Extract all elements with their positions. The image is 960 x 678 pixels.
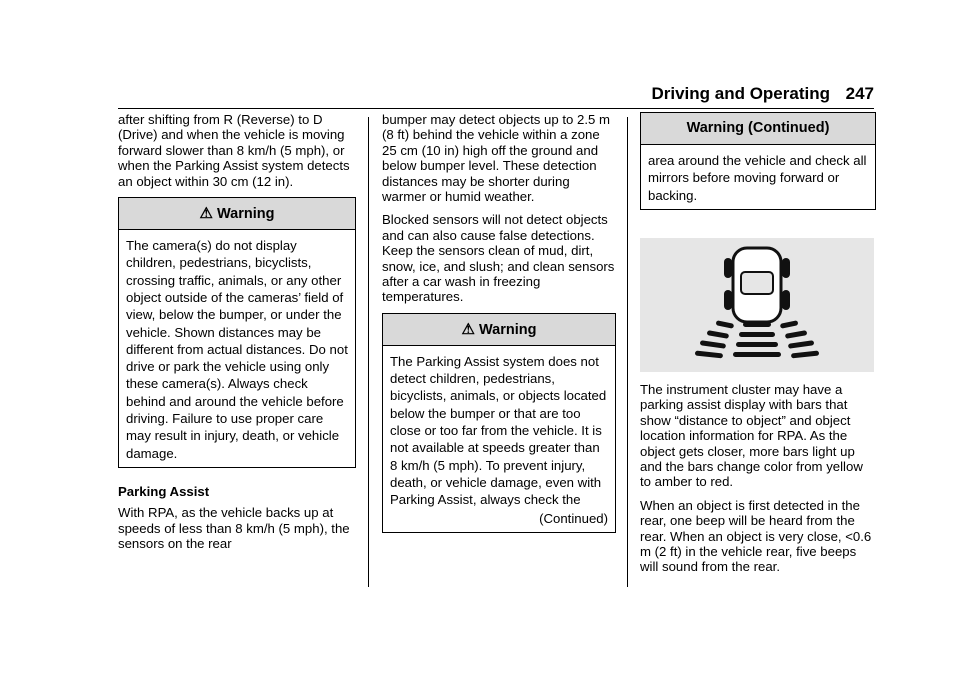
- page-number: 247: [845, 84, 874, 103]
- warning-title: Warning: [216, 206, 275, 223]
- warning-body: area around the vehicle and check all mirrors before moving forward or backing.: [648, 153, 867, 203]
- warning-triangle-icon: ⚠: [461, 320, 475, 338]
- parking-assist-heading: Parking Assist: [118, 483, 210, 499]
- warning-header: [119, 198, 355, 230]
- parking-assist-warning-box: [382, 313, 616, 533]
- continued-label: (Continued): [539, 510, 608, 526]
- intro-paragraph: after shifting from R (Reverse) to D (Drive) and when the vehicle is moving forward slower than 8 km/h (5 mph), or when the Parking Assist system detects an object within 30 cm (12 in).: [118, 112, 350, 189]
- rpa-paragraph: With RPA, as the vehicle backs up at speeds of less than 8 km/h (5 mph), the sensors on the rear: [118, 505, 350, 552]
- column-3: [640, 112, 876, 583]
- cluster-display-paragraph: The instrument cluster may have a parking assist display with bars that show “distance to object” and object location information for RPA. As the object gets closer, more bars light up and the bars change color from yellow to amber to red.: [640, 381, 863, 490]
- header-rule: [118, 108, 874, 109]
- warning-header: [383, 314, 615, 346]
- warning-title: Warning: [478, 321, 537, 338]
- warning-header: Warning (Continued): [641, 113, 875, 145]
- warning-continued-box: [640, 112, 876, 210]
- beep-paragraph: When an object is first detected in the rear, one beep will be heard from the rear. When an object is very close, <0.6 m (2 ft) in the vehicle rear, five beeps will sound from the rear.: [640, 497, 872, 575]
- parking-assist-car-icon: [640, 238, 874, 372]
- column-1: [118, 112, 356, 560]
- page-header: [0, 80, 960, 110]
- column-2: [382, 112, 616, 549]
- parking-assist-display-figure: [640, 238, 874, 372]
- warning-body: The camera(s) do not display children, pedestrians, bicyclists, crossing traffic, animals, or any other object outside of the cameras’ field of view, below the bumper, or under the vehicle. Shown distances may be different from actual distances. Do not drive or park the vehicle using only these camera(s). Always check behind and around the vehicle before driving. Failure to use proper care may result in injury, death, or vehicle damage.: [126, 238, 348, 461]
- camera-warning-box: [118, 197, 356, 468]
- column-divider-1: [368, 117, 369, 587]
- warning-body: [383, 346, 615, 532]
- blocked-sensors-paragraph: Blocked sensors will not detect objects and can also cause false detections. Keep the sensors clean of mud, dirt, snow, ice, and slush; and clean sensors after a car wash in freezing temperatures.: [382, 212, 615, 305]
- warning-triangle-icon: ⚠: [199, 205, 213, 223]
- section-title: Driving and Operating: [651, 84, 830, 103]
- warning-text: The Parking Assist system does not detect children, pedestrians, bicyclists, animals, or objects located below the bumper or that are too close or too far from the vehicle. It is not available at speeds greater than 8 km/h (5 mph). To prevent injury, death, or vehicle damage, even with Parking Assist, always check the: [390, 353, 607, 508]
- detection-range-paragraph: bumper may detect objects up to 2.5 m (8 ft) behind the vehicle within a zone 25 cm (10 in) high off the ground and below bumper level. These detection distances may be shorter during warmer or humid weather.: [382, 112, 610, 205]
- column-divider-2: [627, 117, 628, 587]
